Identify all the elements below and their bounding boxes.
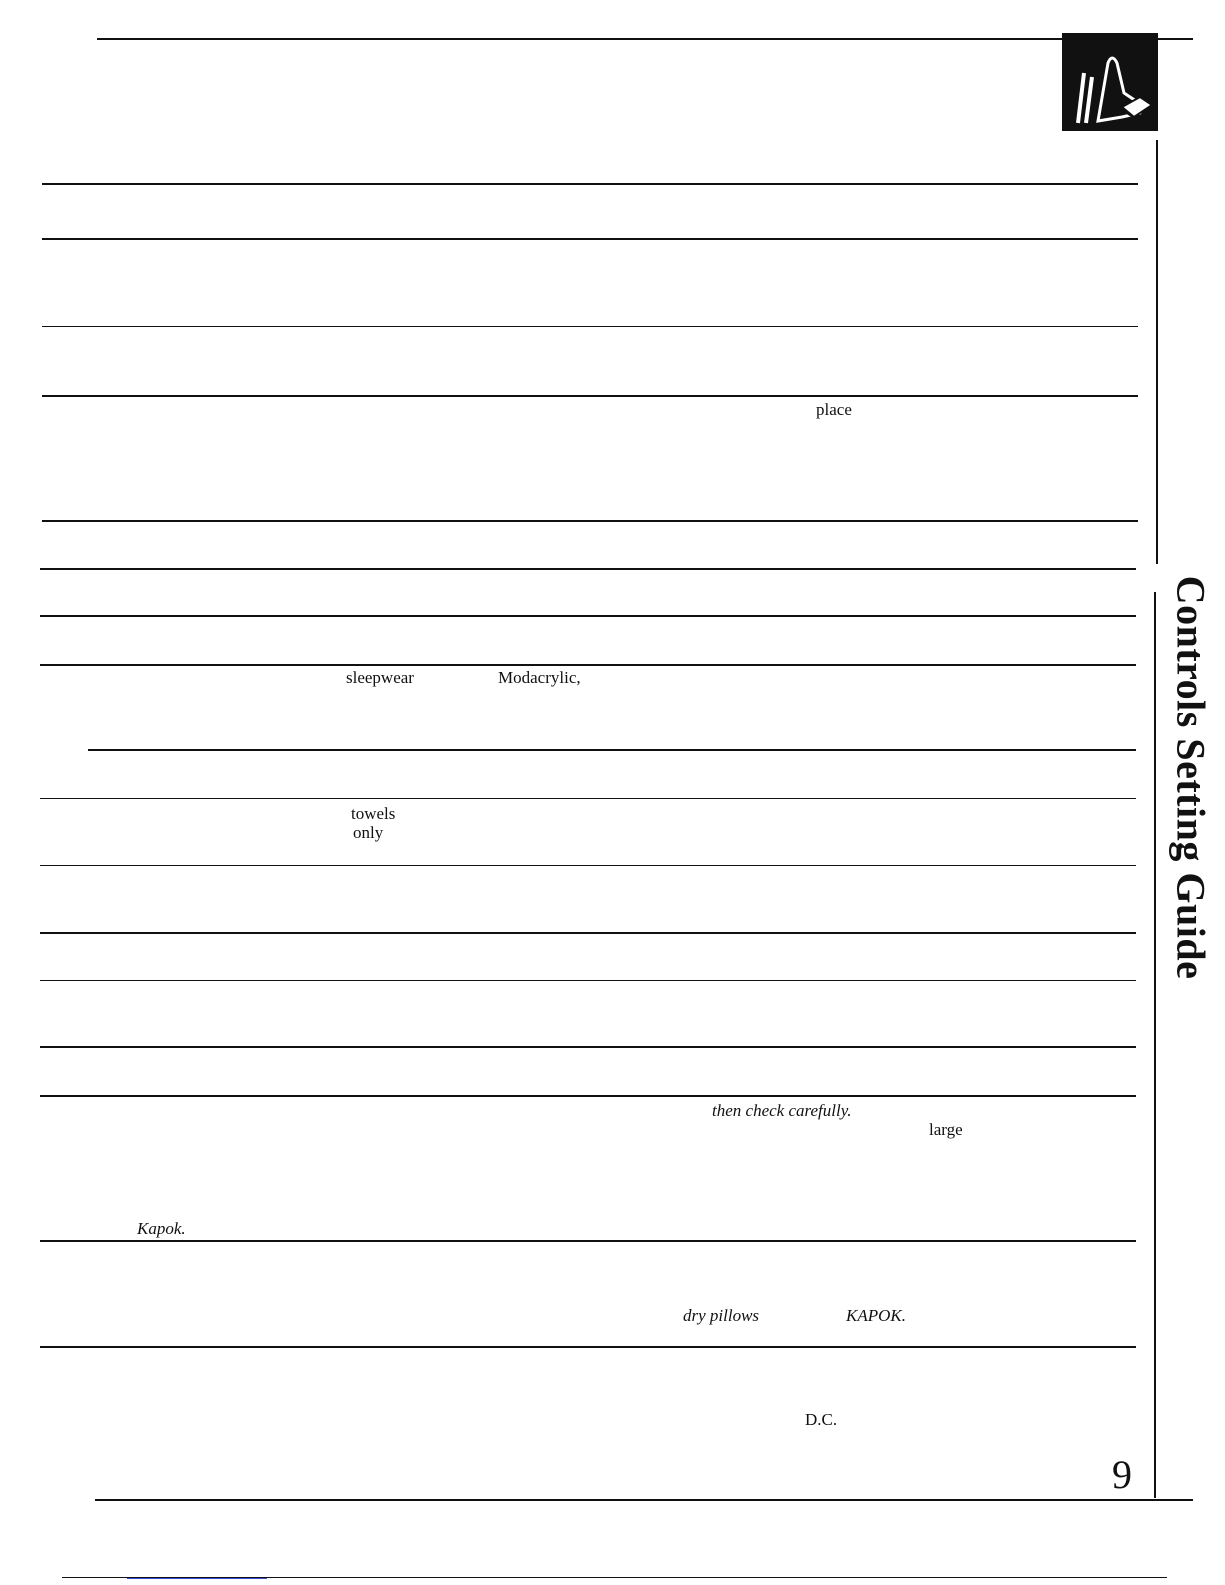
fragment-place: place [816,400,852,419]
fragment-kapok-caps: KAPOK. [846,1306,906,1325]
table-rule [40,615,1136,617]
top-rule [97,38,1193,40]
table-rule [40,664,1136,666]
fragment-kapok: Kapok. [137,1219,186,1238]
table-rule [42,183,1138,185]
table-rule [40,798,1136,799]
fragment-dc: D.C. [805,1410,838,1429]
section-title-text: Controls Setting Guide [1168,575,1214,980]
section-title [1166,575,1216,980]
table-rule [40,568,1136,570]
footer-link-underline[interactable] [127,1578,267,1579]
fragment-towels: towels [351,804,396,823]
fragment-then-check-carefully: then check carefully. [712,1101,852,1120]
right-rule-lower [1154,592,1156,1498]
table-rule [88,749,1136,751]
table-rule [40,1346,1136,1348]
table-rule [42,520,1138,522]
table-rule [40,865,1136,866]
fragment-dry-pillows: dry pillows [683,1306,760,1325]
hand-pressing-button-icon [1062,33,1158,131]
table-rule [42,326,1138,327]
fragment-modacrylic: Modacrylic, [498,668,581,687]
bottom-rule [95,1499,1193,1501]
page-number: 9 [1112,1452,1132,1497]
table-rule [40,980,1136,981]
table-rule [40,1046,1136,1048]
fragment-large: large [929,1120,963,1139]
fragment-only: only [353,823,384,842]
table-rule [40,1240,1136,1242]
table-rule [42,238,1138,240]
table-rule [40,1095,1136,1097]
table-rule [40,932,1136,934]
table-rule [42,395,1138,397]
fragment-sleepwear: sleepwear [346,668,414,687]
right-rule-upper [1156,140,1158,564]
